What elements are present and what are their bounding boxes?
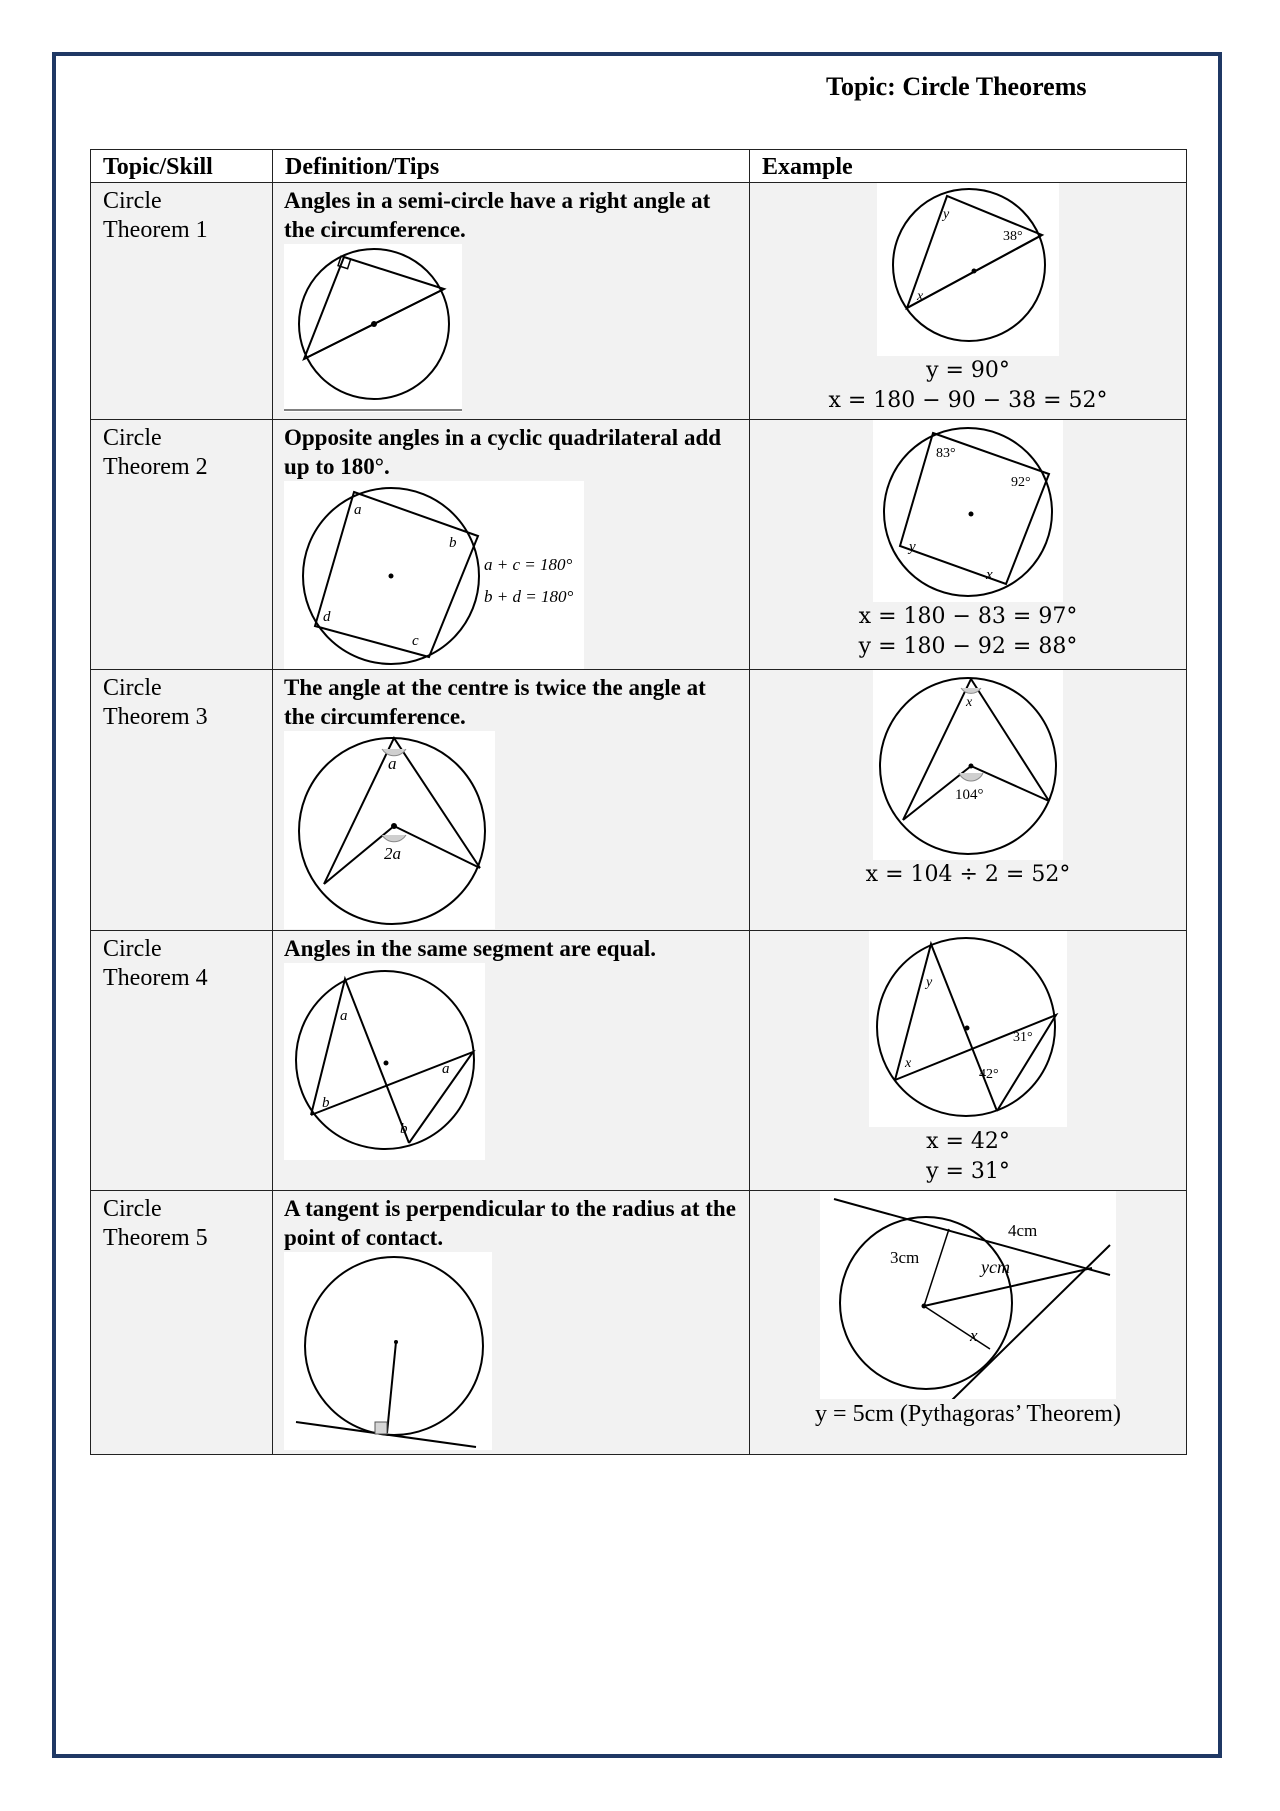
skill-label: Circle bbox=[103, 425, 162, 451]
label-c: c bbox=[412, 633, 419, 649]
centre-angle-diagram bbox=[284, 731, 495, 929]
cyclic-quadrilateral-example-diagram bbox=[873, 420, 1063, 602]
example-working-1: x = 180 − 83 = 97° bbox=[858, 604, 1078, 629]
cyclic-quadrilateral-diagram bbox=[284, 481, 584, 669]
label-angle-83: 83° bbox=[936, 446, 956, 461]
skill-number: Theorem 3 bbox=[103, 704, 208, 730]
tip-text: The angle at the centre is twice the angle at the circumference. bbox=[284, 675, 706, 729]
label-a: a bbox=[388, 754, 397, 773]
tip-cell bbox=[273, 183, 750, 420]
example-working-1: x = 42° bbox=[926, 1129, 1010, 1154]
skill-cell bbox=[91, 183, 273, 420]
semicircle-theorem-diagram bbox=[284, 244, 462, 412]
label-d: d bbox=[323, 609, 331, 625]
header-example: Example bbox=[750, 150, 1187, 183]
example-cell bbox=[750, 931, 1187, 1191]
label-x: x bbox=[917, 289, 924, 304]
example-cell bbox=[750, 183, 1187, 420]
tip-text: Angles in a semi-circle have a right angle at the circumference. bbox=[284, 188, 711, 242]
label-a: a bbox=[354, 502, 362, 518]
label-y: y bbox=[943, 207, 950, 222]
example-working-1: y = 5cm (Pythagoras’ Theorem) bbox=[815, 1401, 1121, 1427]
skill-label: Circle bbox=[103, 188, 162, 214]
label-ycm: ycm bbox=[981, 1257, 1010, 1277]
label-4cm: 4cm bbox=[1008, 1221, 1038, 1240]
label-x: x bbox=[966, 695, 973, 710]
skill-cell bbox=[91, 1191, 273, 1455]
semicircle-example-diagram bbox=[877, 183, 1059, 356]
example-working-1: x = 104 ÷ 2 = 52° bbox=[865, 862, 1071, 887]
same-segment-diagram bbox=[284, 963, 485, 1160]
tip-cell bbox=[273, 670, 750, 931]
skill-cell bbox=[91, 420, 273, 670]
label-angle-42: 42° bbox=[979, 1067, 999, 1082]
tangent-radius-diagram bbox=[284, 1252, 492, 1450]
example-working-2: y = 31° bbox=[926, 1159, 1010, 1184]
label-angle-38: 38° bbox=[1003, 229, 1023, 244]
equation-a-plus-c: a + c = 180° bbox=[484, 555, 573, 574]
label-2a: 2a bbox=[384, 844, 401, 863]
example-working-2: y = 180 − 92 = 88° bbox=[858, 634, 1078, 659]
skill-number: Theorem 1 bbox=[103, 217, 208, 243]
label-x: x bbox=[986, 567, 993, 583]
page-title: Topic: Circle Theorems bbox=[826, 72, 1087, 101]
skill-label: Circle bbox=[103, 675, 162, 701]
label-angle-104: 104° bbox=[955, 787, 984, 803]
label-y: y bbox=[926, 975, 933, 990]
label-x: x bbox=[970, 1326, 978, 1345]
example-cell bbox=[750, 420, 1187, 670]
centre-angle-example-diagram bbox=[873, 670, 1063, 860]
label-b: b bbox=[449, 535, 457, 551]
skill-label: Circle bbox=[103, 936, 162, 962]
same-segment-example-diagram bbox=[869, 931, 1067, 1127]
skill-number: Theorem 5 bbox=[103, 1225, 208, 1251]
label-x: x bbox=[905, 1056, 912, 1071]
table-row bbox=[91, 931, 1187, 1191]
label-b-left: b bbox=[322, 1095, 330, 1111]
tip-cell bbox=[273, 931, 750, 1191]
tangent-example-diagram bbox=[820, 1191, 1116, 1399]
label-a-top: a bbox=[340, 1008, 348, 1024]
tip-cell bbox=[273, 1191, 750, 1455]
tip-cell bbox=[273, 420, 750, 670]
skill-cell bbox=[91, 670, 273, 931]
table-row bbox=[91, 183, 1187, 420]
table-row bbox=[91, 670, 1187, 931]
skill-number: Theorem 2 bbox=[103, 454, 208, 480]
tip-text: Angles in the same segment are equal. bbox=[284, 936, 657, 961]
skill-number: Theorem 4 bbox=[103, 965, 208, 991]
table-header-row bbox=[91, 150, 1187, 183]
label-y: y bbox=[909, 539, 916, 555]
example-cell bbox=[750, 670, 1187, 931]
table-row bbox=[91, 420, 1187, 670]
label-angle-31: 31° bbox=[1013, 1030, 1033, 1045]
skill-label: Circle bbox=[103, 1196, 162, 1222]
equation-b-plus-d: b + d = 180° bbox=[484, 587, 574, 606]
knowledge-table bbox=[90, 149, 1187, 1455]
label-angle-92: 92° bbox=[1011, 475, 1031, 490]
tip-text: A tangent is perpendicular to the radius at the point of contact. bbox=[284, 1196, 736, 1250]
example-working-1: y = 90° bbox=[926, 358, 1010, 383]
example-working-2: x = 180 − 90 − 38 = 52° bbox=[828, 388, 1108, 413]
label-a-right: a bbox=[442, 1061, 450, 1077]
skill-cell bbox=[91, 931, 273, 1191]
label-3cm: 3cm bbox=[890, 1248, 920, 1267]
label-b-bottom: b bbox=[400, 1121, 408, 1137]
example-cell bbox=[750, 1191, 1187, 1455]
table-row bbox=[91, 1191, 1187, 1455]
header-topic-skill: Topic/Skill bbox=[91, 150, 273, 183]
header-definition-tips: Definition/Tips bbox=[273, 150, 750, 183]
tip-text: Opposite angles in a cyclic quadrilateral add up to 180°. bbox=[284, 425, 722, 479]
